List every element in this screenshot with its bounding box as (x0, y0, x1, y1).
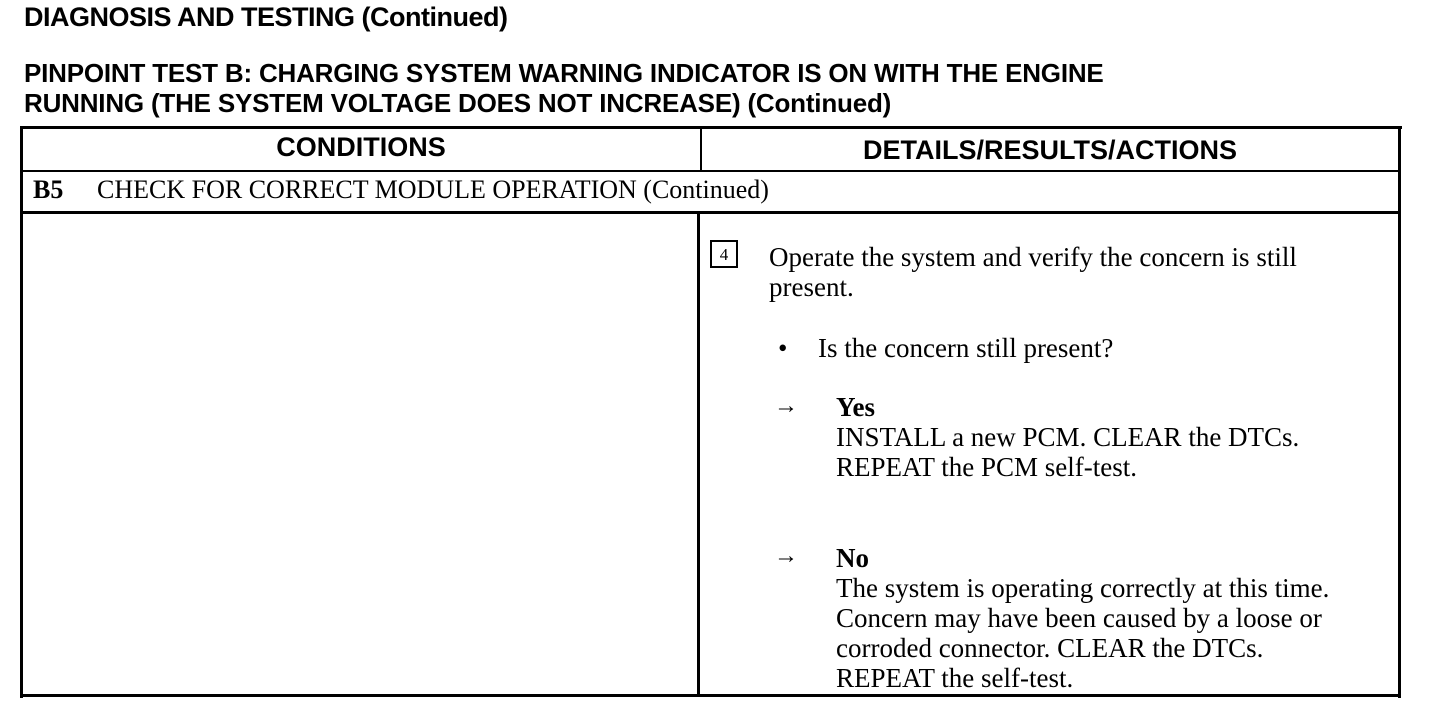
answer-no-line: corroded connector. CLEAR the DTCs. (836, 633, 1264, 663)
step-number-box: 4 (710, 240, 738, 268)
answer-no-line: The system is operating correctly at this time. (836, 573, 1330, 603)
answer-yes (836, 392, 1396, 482)
arrow-right-icon: → (774, 543, 798, 569)
answer-yes-line: INSTALL a new PCM. CLEAR the DTCs. (836, 422, 1300, 452)
step-question: Is the concern still present? (818, 333, 1114, 363)
answer-no-line: Concern may have been caused by a loose or (836, 603, 1322, 633)
pinpoint-test-title (24, 58, 1104, 118)
answer-yes-line: REPEAT the PCM self-test. (836, 452, 1138, 482)
answer-no-line: REPEAT the self-test. (836, 663, 1074, 693)
test-title-line-1: PINPOINT TEST B: CHARGING SYSTEM WARNING INDICATOR IS ON WITH THE ENGINE (24, 58, 1104, 88)
step-row (33, 175, 769, 205)
column-header-conditions: CONDITIONS (276, 132, 446, 162)
step-id: B5 (33, 175, 64, 204)
answer-no (836, 543, 1396, 693)
test-title-line-2: RUNNING (THE SYSTEM VOLTAGE DOES NOT INCREASE) (Continued) (24, 88, 892, 118)
column-header-details: DETAILS/RESULTS/ACTIONS (862, 135, 1237, 165)
step-instruction: Operate the system and verify the concern is still present. (769, 242, 1297, 302)
table-border-bottom (20, 694, 1401, 697)
section-title: DIAGNOSIS AND TESTING (Continued) (24, 2, 508, 32)
answer-yes-label: Yes (836, 392, 875, 422)
answer-no-label: No (836, 543, 869, 573)
header-divider (22, 170, 1400, 172)
table-border-top (22, 126, 1402, 129)
arrow-right-icon: → (774, 393, 798, 419)
step-row-divider (22, 211, 1400, 214)
bullet-icon: • (778, 333, 788, 363)
body-column-divider (697, 213, 700, 697)
step-title: CHECK FOR CORRECT MODULE OPERATION (Continued) (97, 175, 769, 204)
